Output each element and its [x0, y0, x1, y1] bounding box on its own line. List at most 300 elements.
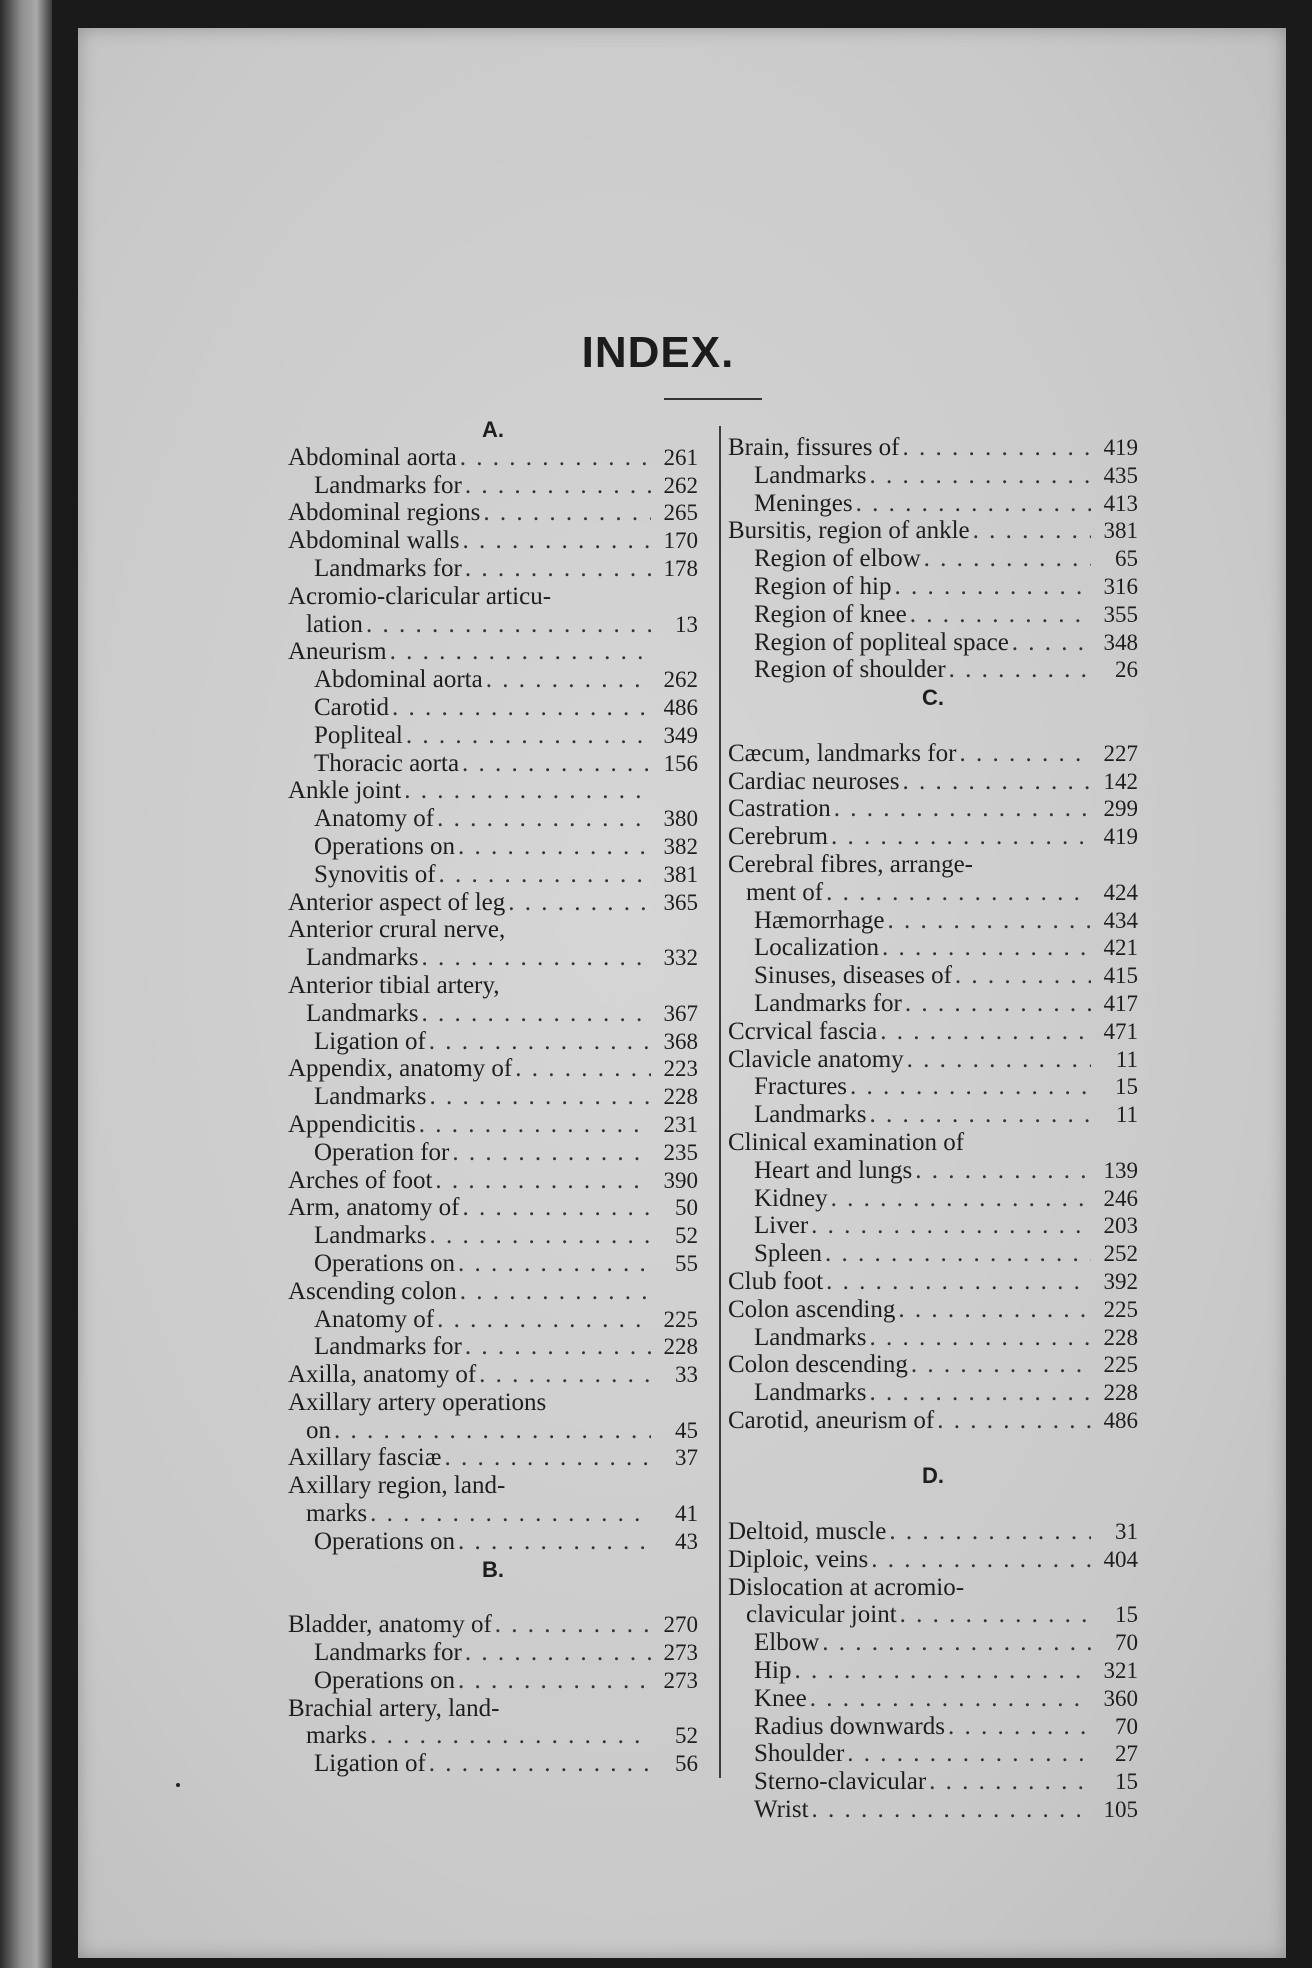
line-gap — [728, 712, 1138, 740]
page-number: 246 — [1103, 1185, 1138, 1211]
page-number: 27 — [1115, 1741, 1138, 1767]
entry-text: Arm, anatomy of — [288, 1194, 460, 1222]
page-number: 332 — [663, 945, 698, 971]
dot-leader — [458, 1250, 651, 1278]
page-number: 227 — [1103, 740, 1138, 766]
index-subentry — [288, 1028, 698, 1056]
page-number: 228 — [1103, 1324, 1138, 1350]
entry-text: Anatomy of — [314, 1305, 435, 1333]
page-number: 299 — [1103, 796, 1138, 822]
entry-text: Operations on — [314, 1249, 455, 1277]
page-number: 390 — [663, 1167, 698, 1193]
dot-leader — [462, 750, 651, 778]
dot-leader — [850, 1073, 1091, 1101]
page-number: 156 — [663, 750, 698, 776]
index-entry — [728, 823, 1138, 851]
page-number: 228 — [663, 1334, 698, 1360]
entry-text: Landmarks — [754, 461, 867, 489]
dot-leader — [465, 472, 651, 500]
index-page — [78, 28, 1286, 1958]
page-number: 261 — [663, 444, 698, 470]
index-subentry — [288, 722, 698, 750]
dot-leader — [463, 527, 651, 555]
entry-text: Landmarks for — [314, 471, 462, 499]
entry-text: Region of knee — [754, 600, 907, 628]
dot-leader — [390, 638, 651, 666]
dot-leader — [465, 1639, 651, 1667]
index-subentry — [728, 1212, 1138, 1240]
dot-leader — [869, 1101, 1091, 1129]
dot-leader — [429, 1750, 651, 1778]
index-subentry — [288, 1250, 698, 1278]
index-subentry — [728, 545, 1138, 573]
dot-leader — [404, 777, 651, 805]
page-number: 225 — [1103, 1352, 1138, 1378]
index-entry — [288, 1361, 698, 1389]
page-number: 368 — [663, 1028, 698, 1054]
page-number: 235 — [663, 1139, 698, 1165]
index-entry — [288, 1111, 698, 1139]
dot-leader — [421, 944, 651, 972]
entry-text: Ankle joint — [288, 777, 402, 805]
dot-leader — [834, 795, 1091, 823]
dot-leader — [910, 601, 1091, 629]
page-number: 381 — [663, 861, 698, 887]
dot-leader — [429, 1028, 651, 1056]
dot-leader — [902, 768, 1091, 796]
index-subentry — [288, 694, 698, 722]
entry-text: Landmarks — [754, 1101, 867, 1129]
page-number: 381 — [1103, 518, 1138, 544]
index-subentry — [728, 1629, 1138, 1657]
dot-leader — [869, 462, 1091, 490]
page-number: 434 — [1103, 907, 1138, 933]
entry-text: Landmarks for — [314, 554, 462, 582]
index-column-right — [728, 434, 1138, 1824]
entry-text: Castration — [728, 795, 831, 823]
index-subentry — [728, 462, 1138, 490]
dot-leader — [460, 1278, 651, 1306]
page-number: 65 — [1115, 546, 1138, 572]
dot-leader — [812, 1796, 1091, 1824]
entry-text: on — [306, 1416, 331, 1444]
entry-text: marks — [306, 1500, 368, 1528]
page-number: 413 — [1103, 490, 1138, 516]
index-subentry — [728, 1101, 1138, 1129]
page-number: 382 — [663, 833, 698, 859]
page-number: 367 — [663, 1000, 698, 1026]
entry-text: Operations on — [314, 832, 455, 860]
page-number: 170 — [663, 528, 698, 554]
dot-leader — [370, 1722, 651, 1750]
entry-text: Landmarks — [314, 1083, 427, 1111]
index-subentry — [728, 962, 1138, 990]
index-subentry — [728, 1073, 1138, 1101]
dot-leader — [847, 1740, 1091, 1768]
index-subentry — [728, 1657, 1138, 1685]
page-number: 270 — [663, 1612, 698, 1638]
entry-text: Diploic, veins — [728, 1545, 869, 1573]
page-number: 380 — [663, 806, 698, 832]
page-number: 56 — [675, 1751, 698, 1777]
index-entry-heading: Cerebral fibres, arrange- — [728, 850, 973, 878]
paper-fleck — [176, 1783, 180, 1787]
index-entry — [728, 795, 1138, 823]
dot-leader — [880, 1018, 1091, 1046]
entry-text: lation — [306, 610, 363, 638]
index-subentry — [728, 1601, 1138, 1629]
section-letter: B. — [482, 1556, 504, 1582]
page-number: 45 — [675, 1417, 698, 1443]
entry-text: Landmarks — [754, 1379, 867, 1407]
page-number: 273 — [663, 1667, 698, 1693]
page-title: INDEX. — [581, 328, 735, 377]
page-number: 365 — [663, 889, 698, 915]
dot-leader — [462, 1194, 651, 1222]
dot-leader — [903, 434, 1092, 462]
entry-text: Landmarks for — [314, 1639, 462, 1667]
entry-text: Deltoid, muscle — [728, 1518, 887, 1546]
index-entry — [288, 1055, 698, 1083]
page-number: 262 — [663, 667, 698, 693]
index-subentry — [728, 1713, 1138, 1741]
index-subentry — [288, 1306, 698, 1334]
entry-text: Axilla, anatomy of — [288, 1361, 477, 1389]
dot-leader — [924, 545, 1091, 573]
line-gap — [728, 1490, 1138, 1518]
page-number: 252 — [1103, 1241, 1138, 1267]
dot-leader — [869, 1324, 1091, 1352]
entry-text: Abdominal walls — [288, 527, 460, 555]
page-number: 360 — [1103, 1685, 1138, 1711]
section-letter: A. — [482, 417, 504, 442]
dot-leader — [810, 1685, 1091, 1713]
index-entry — [728, 1296, 1138, 1324]
dot-leader — [370, 1500, 651, 1528]
index-entry — [728, 1046, 1138, 1074]
dot-leader — [444, 1444, 651, 1472]
entry-text: Abdominal aorta — [288, 443, 457, 471]
index-entry-heading: Axillary artery operations — [288, 1388, 547, 1416]
dot-leader — [439, 861, 651, 889]
entry-text: Brain, fissures of — [728, 434, 900, 461]
dot-leader — [429, 1083, 651, 1111]
dot-leader — [437, 1306, 651, 1334]
index-entry — [728, 1018, 1138, 1046]
entry-text: Operations on — [314, 1666, 455, 1694]
page-number: 41 — [675, 1501, 698, 1527]
dot-leader — [495, 1611, 651, 1639]
index-subentry — [288, 861, 698, 889]
entry-text: Ccrvical fascia — [728, 1017, 878, 1045]
dot-leader — [871, 1546, 1091, 1574]
entry-text: Sinuses, diseases of — [754, 962, 952, 990]
entry-text: Landmarks for — [314, 1333, 462, 1361]
index-subentry — [728, 1379, 1138, 1407]
entry-text: Localization — [754, 934, 879, 962]
index-subentry — [288, 1667, 698, 1695]
adjacent-page-edge — [0, 0, 52, 1968]
index-subentry — [288, 805, 698, 833]
index-subentry — [728, 879, 1138, 907]
entry-text: Popliteal — [314, 721, 403, 749]
dot-leader — [900, 1601, 1091, 1629]
dot-leader — [483, 499, 651, 527]
index-entry — [728, 740, 1138, 768]
entry-text: Carotid — [314, 693, 389, 721]
page-number: 471 — [1103, 1018, 1138, 1044]
dot-leader — [366, 611, 651, 639]
index-subentry — [288, 472, 698, 500]
index-subentry — [288, 750, 698, 778]
index-subentry — [728, 1240, 1138, 1268]
dot-leader — [437, 805, 651, 833]
page-number: 70 — [1115, 1630, 1138, 1656]
index-subentry — [728, 1740, 1138, 1768]
index-subentry — [288, 1139, 698, 1167]
index-entry — [728, 1351, 1138, 1379]
page-number: 225 — [663, 1306, 698, 1332]
index-entry-heading: Brachial artery, land- — [288, 1694, 500, 1722]
index-subentry — [288, 1528, 698, 1556]
index-subentry — [288, 666, 698, 694]
entry-text: Meninges — [754, 489, 853, 517]
index-subentry — [288, 555, 698, 583]
page-number: 70 — [1115, 1713, 1138, 1739]
entry-text: Region of elbow — [754, 545, 921, 573]
entry-text: Carotid, aneurism of — [728, 1406, 935, 1434]
entry-text: Clavicle anatomy — [728, 1045, 904, 1073]
section-letter: D. — [922, 1463, 944, 1489]
entry-text: Appendix, anatomy of — [288, 1055, 513, 1083]
index-subentry — [288, 833, 698, 861]
entry-text: Bursitis, region of ankle — [728, 517, 970, 545]
index-subentry — [728, 907, 1138, 935]
index-subentry — [728, 1157, 1138, 1185]
dot-leader — [465, 1333, 651, 1361]
dot-leader — [508, 889, 651, 917]
section-letter: C. — [922, 685, 944, 711]
dot-leader — [898, 1296, 1091, 1324]
line-gap — [728, 1435, 1138, 1463]
entry-text: Anterior aspect of leg — [288, 888, 506, 916]
index-subentry — [288, 1222, 698, 1250]
dot-leader — [929, 1768, 1091, 1796]
entry-text: Cæcum, landmarks for — [728, 739, 957, 767]
entry-text: Abdominal regions — [288, 499, 481, 527]
dot-leader — [515, 1055, 651, 1083]
page-number: 33 — [675, 1362, 698, 1388]
entry-text: Colon ascending — [728, 1295, 896, 1323]
entry-text: Landmarks — [314, 1222, 427, 1250]
page-number: 55 — [675, 1250, 698, 1276]
page-number: 415 — [1103, 963, 1138, 989]
dot-leader — [406, 722, 651, 750]
dot-leader — [458, 833, 651, 861]
page-number: 228 — [1103, 1380, 1138, 1406]
page-number: 26 — [1115, 657, 1138, 683]
entry-text: Sterno-clavicular — [754, 1768, 927, 1796]
dot-leader — [421, 1000, 651, 1028]
index-subentry — [728, 573, 1138, 601]
index-entry — [288, 777, 698, 805]
dot-leader — [869, 1379, 1091, 1407]
dot-leader — [334, 1417, 651, 1445]
index-subentry — [728, 601, 1138, 629]
index-subentry — [288, 1000, 698, 1028]
index-entry — [288, 444, 698, 472]
entry-text: Liver — [754, 1212, 809, 1240]
page-number: 419 — [1103, 824, 1138, 850]
page-number: 178 — [663, 555, 698, 581]
dot-leader — [949, 656, 1091, 684]
page-number: 321 — [1103, 1658, 1138, 1684]
index-entry-heading: Anterior tibial artery, — [288, 971, 500, 999]
index-subentry — [288, 1639, 698, 1667]
page-number: 15 — [1115, 1602, 1138, 1628]
entry-text: Ascending colon — [288, 1277, 457, 1305]
dot-leader — [452, 1139, 651, 1167]
entry-text: Landmarks — [306, 944, 419, 972]
dot-leader — [826, 1268, 1091, 1296]
entry-text: marks — [306, 1722, 368, 1750]
entry-text: Landmarks — [754, 1323, 867, 1351]
index-entry — [728, 517, 1138, 545]
dot-leader — [1012, 629, 1091, 657]
column-divider — [719, 426, 721, 1778]
entry-text: Axillary fasciæ — [288, 1444, 442, 1472]
index-subentry — [728, 1796, 1138, 1824]
index-subentry — [728, 1185, 1138, 1213]
page-number: 486 — [663, 694, 698, 720]
dot-leader — [486, 666, 651, 694]
index-entry — [728, 1546, 1138, 1574]
index-subentry — [728, 1685, 1138, 1713]
index-entry — [728, 1407, 1138, 1435]
entry-text: Knee — [754, 1684, 807, 1712]
index-subentry — [288, 1417, 698, 1445]
entry-text: clavicular joint — [746, 1601, 897, 1629]
entry-text: Hip — [754, 1657, 792, 1685]
page-number: 349 — [663, 722, 698, 748]
index-column-left — [288, 416, 698, 1778]
dot-leader — [856, 490, 1091, 518]
dot-leader — [973, 517, 1091, 545]
page-number: 142 — [1103, 768, 1138, 794]
entry-text: Hæmorrhage — [754, 906, 885, 934]
index-subentry — [728, 629, 1138, 657]
page-number: 15 — [1115, 1074, 1138, 1100]
dot-leader — [905, 990, 1091, 1018]
entry-text: Elbow — [754, 1629, 820, 1657]
page-number: 13 — [675, 611, 698, 637]
entry-text: Heart and lungs — [754, 1156, 913, 1184]
index-subentry — [728, 1324, 1138, 1352]
page-number: 11 — [1115, 1046, 1138, 1072]
dot-leader — [392, 694, 651, 722]
index-entry — [288, 499, 698, 527]
dot-leader — [825, 1240, 1091, 1268]
dot-leader — [419, 1111, 651, 1139]
dot-leader — [826, 879, 1091, 907]
dot-leader — [955, 962, 1091, 990]
page-number: 404 — [1103, 1546, 1138, 1572]
entry-text: Cerebrum — [728, 823, 828, 851]
page-number: 231 — [663, 1111, 698, 1137]
page-number: 435 — [1103, 462, 1138, 488]
index-entry — [728, 768, 1138, 796]
index-entry-heading: Anterior crural nerve, — [288, 916, 506, 944]
index-entry — [288, 1278, 698, 1306]
page-number: 262 — [663, 472, 698, 498]
page-number: 225 — [1103, 1296, 1138, 1322]
entry-text: Club foot — [728, 1267, 824, 1295]
entry-text: Landmarks for — [754, 989, 902, 1017]
entry-text: Operation for — [314, 1138, 450, 1166]
line-gap — [288, 1583, 698, 1611]
entry-text: Kidney — [754, 1184, 828, 1212]
entry-text: Spleen — [754, 1240, 823, 1268]
dot-leader — [822, 1629, 1091, 1657]
entry-text: ment of — [746, 878, 824, 906]
page-number: 419 — [1103, 435, 1138, 460]
page-number: 265 — [663, 500, 698, 526]
index-entry-heading: Axillary region, land- — [288, 1472, 506, 1500]
index-subentry — [728, 656, 1138, 684]
page-number: 203 — [1103, 1213, 1138, 1239]
dot-leader — [429, 1222, 651, 1250]
index-subentry — [728, 1768, 1138, 1796]
index-entry — [728, 434, 1138, 462]
entry-text: Bladder, anatomy of — [288, 1611, 492, 1639]
entry-text: Anatomy of — [314, 805, 435, 833]
entry-text: Region of shoulder — [754, 656, 946, 684]
page-number: 355 — [1103, 601, 1138, 627]
entry-text: Arches of foot — [288, 1166, 433, 1194]
index-subentry — [288, 1333, 698, 1361]
index-entry — [288, 1611, 698, 1639]
index-subentry — [288, 1750, 698, 1778]
entry-text: Ligation of — [314, 1750, 426, 1778]
dot-leader — [831, 1185, 1091, 1213]
dot-leader — [465, 555, 651, 583]
dot-leader — [458, 1528, 651, 1556]
page-number: 421 — [1103, 935, 1138, 961]
dot-leader — [915, 1157, 1091, 1185]
page-number: 15 — [1115, 1769, 1138, 1795]
index-subentry — [288, 944, 698, 972]
entry-text: Radius downwards — [754, 1712, 945, 1740]
index-subentry — [288, 1083, 698, 1111]
page-number: 52 — [675, 1723, 698, 1749]
page-number: 348 — [1103, 629, 1138, 655]
index-entry-heading: Clinical examination of — [728, 1128, 965, 1156]
page-number: 37 — [675, 1445, 698, 1471]
page-number: 392 — [1103, 1268, 1138, 1294]
entry-text: Region of hip — [754, 572, 892, 600]
entry-text: Cardiac neuroses — [728, 767, 900, 795]
page-number: 52 — [675, 1223, 698, 1249]
entry-text: Operations on — [314, 1527, 455, 1555]
page-number: 316 — [1103, 573, 1138, 599]
dot-leader — [889, 1518, 1091, 1546]
dot-leader — [882, 934, 1091, 962]
dot-leader — [948, 1713, 1091, 1741]
index-entry-heading: Dislocation at acromio- — [728, 1573, 965, 1601]
entry-text: Fractures — [754, 1073, 848, 1101]
entry-text: Colon descending — [728, 1351, 908, 1379]
index-subentry — [728, 490, 1138, 518]
